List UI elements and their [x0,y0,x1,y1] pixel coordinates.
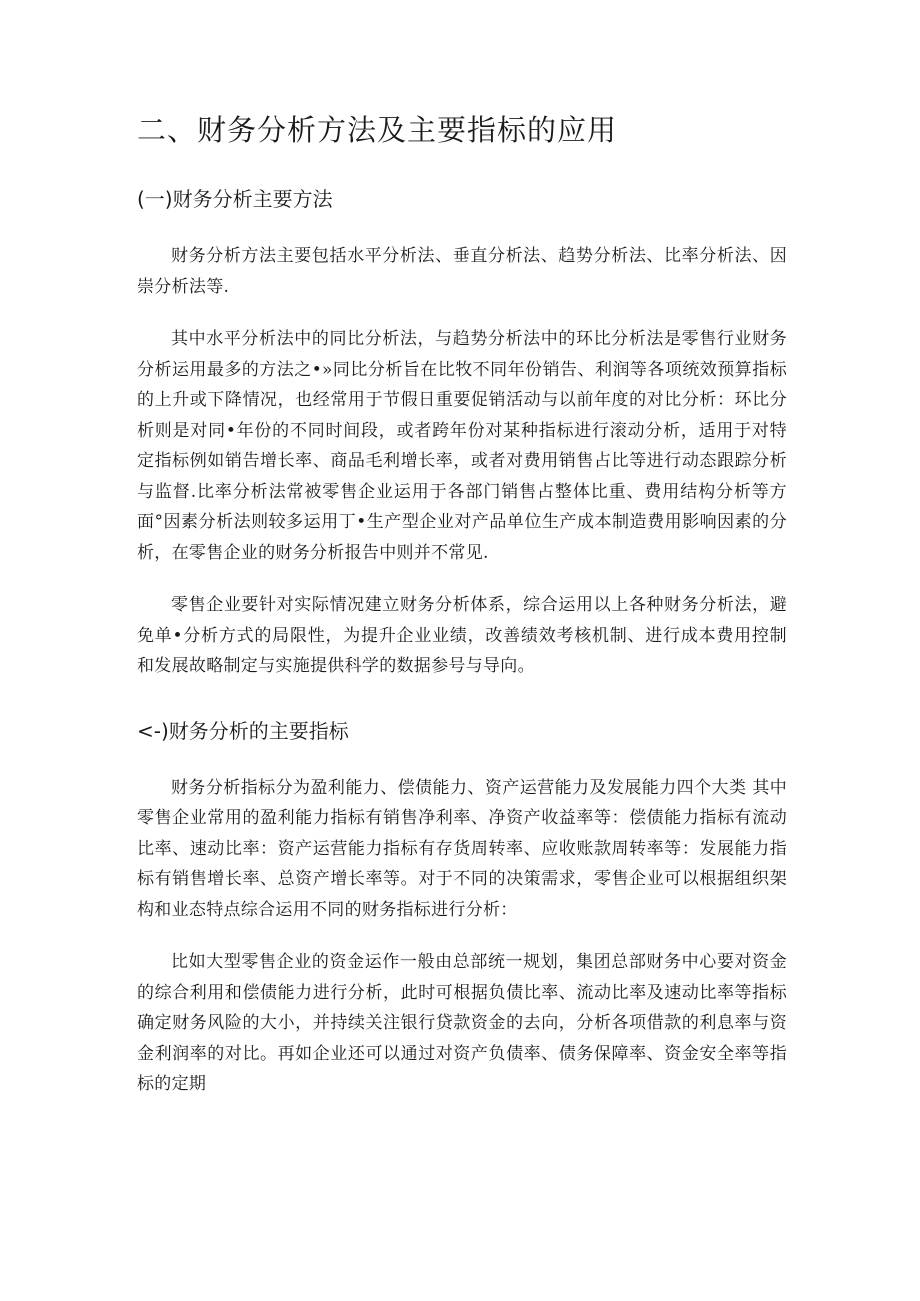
document-title: 二、财务分析方法及主要指标的应用 [137,113,618,147]
paragraph: 比如大型零售企业的资金运作一般由总部统一规划，集团总部财务中心要对资金的综合利用和偿债能力进行分析，此时可根据负债比率、流动比率及速动比率等指标确定财务风险的大小，并持续关注银行贷款资金的去向，分析各项借款的利息率与资金利润率的对比。再如企业还可以通过对资产负债率、债务保障率、资金安全率等指标的定期 [137,952,787,1094]
section-main-indicators [137,716,787,1100]
section-analysis-methods [137,184,787,682]
section-heading: (一)财务分析主要方法 [137,187,333,211]
paragraph: 财务分析指标分为盈利能力、偿债能力、资产运营能力及发展能力四个大类 其中零售企业常用的盈利能力指标有销售净利率、净资产收益率等：偿债能力指标有流动比率、速动比率：资产运营能力指标有存货周转率、应收账款周转率等：发展能力指标有销售增长率、总资产增长率等。对于不同的决策需求，零售企业可以根据组织架构和业态特点综合运用不同的财务指标进行分析： [137,777,787,920]
paragraph: 其中水平分析法中的同比分析法，与趋势分析法中的环比分析法是零售行业财务分析运用最多的方法之•»同比分析旨在比牧不同年份销告、利润等各项统效预算指标的上升或下降情况，也经常用于节假日重要促销活动与以前年度的对比分析：环比分析则是对同•年份的不同时间段，或者跨年份对某种指标进行滚动分析，适用于对特定指标例如销告增长率、商品毛利增长率，或者对费用销售占比等进行动态跟踪分析与监督.比率分析法常被零售企业运用于各部门销售占整体比重、费用结构分析等方面°因素分析法则较多运用丁•生产型企业对产品单位生产成本制造费用影响因素的分析，在零售企业的财务分析报告中则并不常见. [137,329,787,563]
paragraph: 财务分析方法主要包括水平分析法、垂直分析法、趋势分析法、比率分析法、因崇分析法等. [137,246,787,297]
section-heading: <-)财务分析的主要指标 [137,718,349,743]
paragraph: 零售企业要针对实际情况建立财务分析体系，综合运用以上各种财务分析法，避免单•分析方式的局限性，为提升企业业绩，改善绩效考核机制、进行成本费用控制和发展故略制定与实施提供科学的数据参号与导向。 [137,595,787,676]
